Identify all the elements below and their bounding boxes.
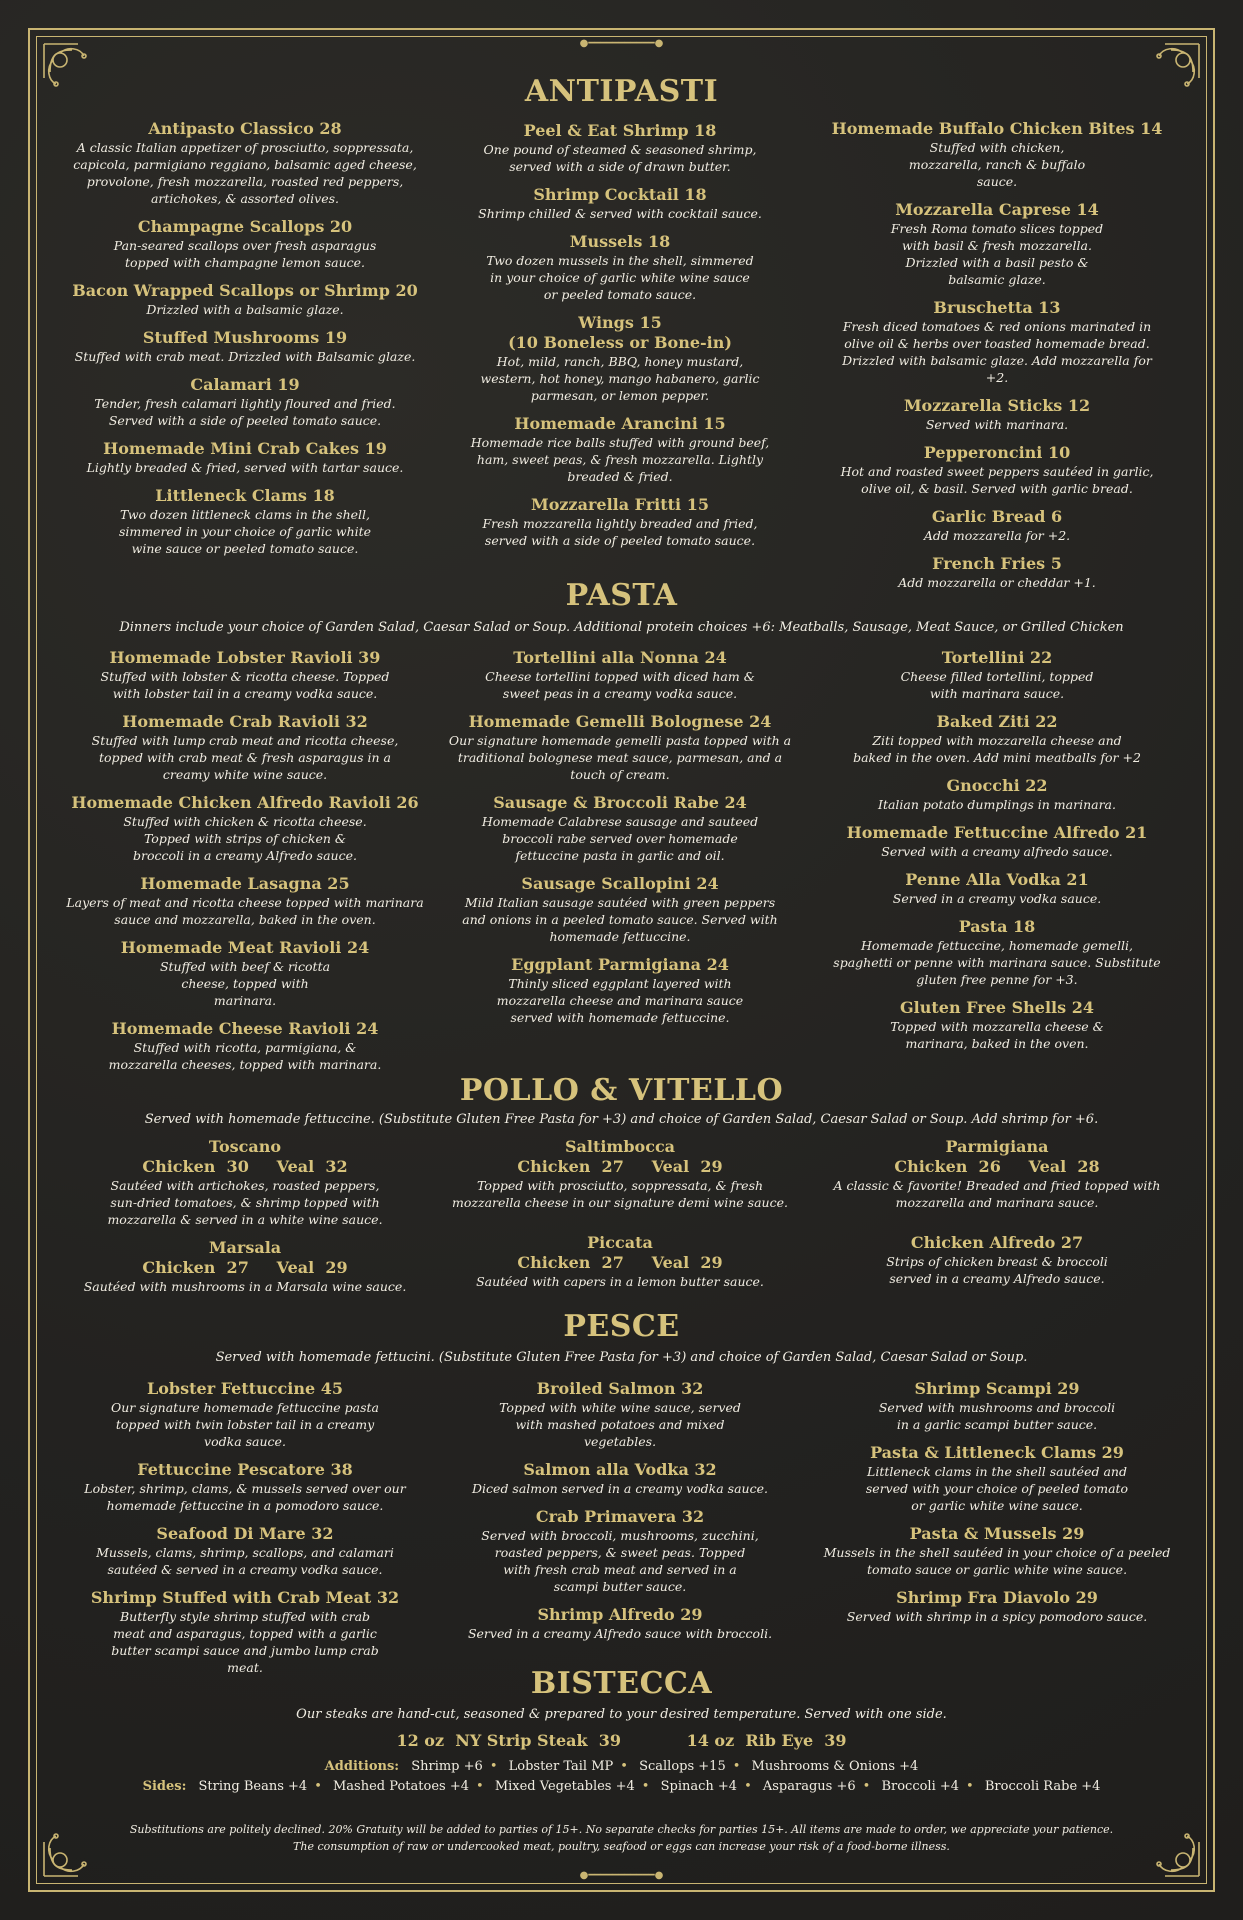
side-item: Broccoli Rabe +4 xyxy=(984,1779,1101,1794)
sides-label: Sides: xyxy=(142,1779,187,1794)
menu-item: Champagne Scallops 20 Pan-seared scallops over fresh asparagus topped with champagne lemon sauce. xyxy=(113,217,377,270)
bullet-icon: • xyxy=(744,1779,752,1794)
bullet-icon: • xyxy=(314,1779,322,1794)
menu-item: Crab Primavera 32 Served with broccoli, mushrooms, zucchini, roasted peppers, & sweet peas. Topped with fresh crab meat and served in a scampi butter sauce. xyxy=(481,1507,759,1594)
menu-item: Homemade Crab Ravioli 32 Stuffed with lump crab meat and ricotta cheese, topped with crab meat & fresh asparagus in a creamy white wine sauce. xyxy=(91,712,399,782)
menu-item: Littleneck Clams 18 Two dozen littleneck clams in the shell, simmered in your choice of garlic white wine sauce or peeled tomato sauce. xyxy=(118,486,372,556)
menu-item: Mozzarella Caprese 14 Fresh Roma tomato slices topped with basil & fresh mozzarella. Drizzled with a basil pesto & balsamic glaze. xyxy=(890,200,1104,287)
menu-item: Saltimbocca Chicken 27 Veal 29 Topped with prosciutto, soppressata, & fresh mozzarella cheese in our signature demi wine sauce. xyxy=(452,1137,788,1210)
menu-item: Marsala Chicken 27 Veal 29 Sautéed with mushrooms in a Marsala wine sauce. xyxy=(83,1238,407,1294)
menu-item: Eggplant Parmigiana 24 Thinly sliced eggplant layered with mozzarella cheese and marinara sauce served with homemade fettuccine. xyxy=(496,955,744,1025)
pasta-column-3 xyxy=(802,648,1192,1062)
pollo-column-3 xyxy=(802,1137,1192,1297)
section-note-pollo: Served with homemade fettuccine. (Substitute Gluten Free Pasta for +3) and choice of Garden Salad, Caesar Salad or Soup. Add shrimp for +6. xyxy=(144,1112,1099,1127)
section-title-pasta: PASTA xyxy=(565,578,678,613)
side-item: Spinach +4 xyxy=(660,1779,738,1794)
menu-item: Calamari 19 Tender, fresh calamari lightly floured and fried. Served with a side of peeled tomato sauce. xyxy=(94,375,396,428)
menu-item: Shrimp Cocktail 18 Shrimp chilled & served with cocktail sauce. xyxy=(478,185,762,221)
menu-item: Bruschetta 13 Fresh diced tomatoes & red onions marinated in olive oil & herbs over toasted homemade bread. Drizzled with balsamic glaze. Add mozzarella for +2. xyxy=(842,298,1152,385)
bullet-icon: • xyxy=(966,1779,974,1794)
bullet-icon: • xyxy=(489,1759,498,1774)
footer-health-warning: The consumption of raw or undercooked meat, poultry, seafood or eggs can increase your risk of a food-borne illness. xyxy=(293,1840,950,1853)
menu-item: Sausage Scallopini 24 Mild Italian sausage sautéed with green peppers and onions in a peeled tomato sauce. Served with homemade fettuccine. xyxy=(462,874,778,944)
section-note-pesce: Served with homemade fettucini. (Substitute Gluten Free Pasta for +3) and choice of Garden Salad, Caesar Salad or Soup. xyxy=(215,1350,1028,1365)
additions-line xyxy=(0,1759,1243,1774)
menu-item: Parmigiana Chicken 26 Veal 28 A classic & favorite! Breaded and fried topped with mozzarella and marinara sauce. xyxy=(833,1137,1161,1210)
menu-item: Baked Ziti 22 Ziti topped with mozzarella cheese and baked in the oven. Add mini meatballs for +2 xyxy=(853,712,1141,765)
side-item: String Beans +4 xyxy=(198,1779,308,1794)
menu-item: Broiled Salmon 32 Topped with white wine sauce, served with mashed potatoes and mixed vegetables. xyxy=(499,1379,741,1449)
additions-label: Additions: xyxy=(324,1759,400,1774)
section-title-bistecca: BISTECCA xyxy=(530,1666,713,1701)
addition-item: Scallops +15 xyxy=(639,1759,726,1774)
menu-item: Homemade Lasagna 25 Layers of meat and ricotta cheese topped with marinara sauce and mozzarella, baked in the oven. xyxy=(66,874,424,927)
menu-item: Sausage & Broccoli Rabe 24 Homemade Calabrese sausage and sauteed broccoli rabe served over homemade fettuccine pasta in garlic and oil. xyxy=(481,793,759,863)
menu-item: Pepperoncini 10 Hot and roasted sweet peppers sautéed in garlic, olive oil, & basil. Served with garlic bread. xyxy=(840,443,1154,496)
pesce-column-3 xyxy=(802,1379,1192,1635)
menu-item: Homemade Buffalo Chicken Bites 14 Stuffed with chicken, mozzarella, ranch & buffalo sauce. xyxy=(831,119,1163,189)
bullet-icon: • xyxy=(641,1779,650,1794)
menu-item: Bacon Wrapped Scallops or Shrimp 20 Drizzled with a balsamic glaze. xyxy=(72,281,418,317)
menu-item: Chicken Alfredo 27 Strips of chicken breast & broccoli served in a creamy Alfredo sauce. xyxy=(886,1233,1108,1286)
bullet-icon: • xyxy=(476,1779,484,1794)
menu-item: Shrimp Fra Diavolo 29 Served with shrimp in a spicy pomodoro sauce. xyxy=(846,1588,1148,1624)
antipasti-column-2 xyxy=(425,121,815,559)
menu-item: French Fries 5 Add mozzarella or cheddar +1. xyxy=(898,554,1096,590)
section-title-pollo: POLLO & VITELLO xyxy=(459,1073,784,1108)
section-title-antipasti: ANTIPASTI xyxy=(524,74,719,109)
menu-item: Lobster Fettuccine 45 Our signature homemade fettuccine pasta topped with twin lobster tail in a creamy vodka sauce. xyxy=(111,1379,379,1449)
addition-item: Lobster Tail MP xyxy=(508,1759,614,1774)
menu-item: Wings 15 (10 Boneless or Bone-in) Hot, mild, ranch, BBQ, honey mustard, western, hot honey, mango habanero, garlic parmesan, or lemon pepper. xyxy=(480,313,760,403)
menu-item: Mozzarella Sticks 12 Served with marinara. xyxy=(903,396,1091,432)
menu-item: Fettuccine Pescatore 38 Lobster, shrimp, clams, & mussels served over our homemade fettuccine in a pomodoro sauce. xyxy=(84,1460,406,1513)
menu-item: Homemade Lobster Ravioli 39 Stuffed with lobster & ricotta cheese. Topped with lobster tail in a creamy vodka sauce. xyxy=(100,648,390,701)
menu-item: Shrimp Stuffed with Crab Meat 32 Butterfly style shrimp stuffed with crab meat and asparagus, topped with a garlic butter scampi sauce and jumbo lump crab meat. xyxy=(90,1588,400,1675)
menu-item: Pasta & Mussels 29 Mussels in the shell sautéed in your choice of a peeled tomato sauce or garlic white wine sauce. xyxy=(823,1524,1171,1577)
bullet-icon: • xyxy=(862,1779,871,1794)
pasta-column-2 xyxy=(425,648,815,1036)
menu-item: Homemade Mini Crab Cakes 19 Lightly breaded & fried, served with tartar sauce. xyxy=(86,439,404,475)
side-item: Asparagus +6 xyxy=(762,1779,856,1794)
antipasti-column-3 xyxy=(802,119,1192,601)
menu-item: Shrimp Scampi 29 Served with mushrooms and broccoli in a garlic scampi butter sauce. xyxy=(878,1379,1116,1432)
menu-item: Homemade Chicken Alfredo Ravioli 26 Stuffed with chicken & ricotta cheese. Topped with strips of chicken & broccoli in a creamy Alfredo sauce. xyxy=(71,793,419,863)
menu-item: Pasta 18 Homemade fettuccine, homemade gemelli, spaghetti or penne with marinara sauce. Substitute gluten free penne for +3. xyxy=(833,917,1161,987)
menu-item: Tortellini 22 Cheese filled tortellini, topped with marinara sauce. xyxy=(900,648,1094,701)
menu-item: Seafood Di Mare 32 Mussels, clams, shrimp, scallops, and calamari sautéed & served in a creamy vodka sauce. xyxy=(96,1524,394,1577)
pollo-column-1 xyxy=(50,1137,440,1305)
steak-list xyxy=(0,1731,1243,1750)
addition-item: Mushrooms & Onions +4 xyxy=(751,1759,919,1774)
pesce-column-2 xyxy=(425,1379,815,1652)
pesce-column-1 xyxy=(50,1379,440,1686)
antipasti-column-1 xyxy=(50,119,440,567)
footer-policy-note: Substitutions are politely declined. 20% Gratuity will be added to parties of 15+. No separate checks for parties 15+. All items are made to order, we appreciate your patience. xyxy=(129,1823,1114,1836)
steak-ny-strip: 12 oz NY Strip Steak 39 xyxy=(396,1731,621,1750)
section-note-pasta: Dinners include your choice of Garden Salad, Caesar Salad or Soup. Additional protein choices +6: Meatballs, Sausage, Meat Sauce, or Grilled Chicken xyxy=(119,620,1124,635)
addition-item: Shrimp +6 xyxy=(411,1759,483,1774)
menu-item: Homemade Fettuccine Alfredo 21 Served with a creamy alfredo sauce. xyxy=(846,823,1148,859)
pollo-column-2 xyxy=(425,1137,815,1300)
menu-item: Garlic Bread 6 Add mozzarella for +2. xyxy=(923,507,1071,543)
top-ornament-icon: ●━━━━━━━━━━━● xyxy=(579,38,664,49)
menu-item: Penne Alla Vodka 21 Served in a creamy vodka sauce. xyxy=(892,870,1102,906)
menu-item: Mussels 18 Two dozen mussels in the shell, simmered in your choice of garlic white wine sauce or peeled tomato sauce. xyxy=(486,232,754,302)
side-item: Broccoli +4 xyxy=(881,1779,960,1794)
side-item: Mashed Potatoes +4 xyxy=(333,1779,469,1794)
bottom-ornament-icon: ●━━━━━━━━━━━● xyxy=(579,1870,664,1881)
menu-item: Antipasto Classico 28 A classic Italian appetizer of prosciutto, soppressata, capicola, parmigiano reggiano, balsamic aged cheese, provolone, fresh mozzarella, roasted red peppers, artichokes, & assorted olives. xyxy=(73,119,417,206)
menu-item: Piccata Chicken 27 Veal 29 Sautéed with capers in a lemon butter sauce. xyxy=(476,1233,764,1289)
steak-rib-eye: 14 oz Rib Eye 39 xyxy=(686,1731,847,1750)
menu-item: Tortellini alla Nonna 24 Cheese tortellini topped with diced ham & sweet peas in a creamy vodka sauce. xyxy=(485,648,755,701)
section-note-bistecca: Our steaks are hand-cut, seasoned & prepared to your desired temperature. Served with one side. xyxy=(296,1707,947,1722)
side-item: Mixed Vegetables +4 xyxy=(494,1779,635,1794)
menu-item: Stuffed Mushrooms 19 Stuffed with crab meat. Drizzled with Balsamic glaze. xyxy=(74,328,416,364)
menu-item: Toscano Chicken 30 Veal 32 Sautéed with artichokes, roasted peppers, sun-dried tomatoes, & shrimp topped with mozzarella & served in a white wine sauce. xyxy=(107,1137,383,1227)
menu-item: Pasta & Littleneck Clams 29 Littleneck clams in the shell sautéed and served with your choice of peeled tomato or garlic white wine sauce. xyxy=(865,1443,1129,1513)
bullet-icon: • xyxy=(620,1759,628,1774)
menu-item: Homemade Gemelli Bolognese 24 Our signature homemade gemelli pasta topped with a traditional bolognese meat sauce, parmesan, and a touch of cream. xyxy=(448,712,792,782)
menu-item: Homemade Arancini 15 Homemade rice balls stuffed with ground beef, ham, sweet peas, & fresh mozzarella. Lightly breaded & fried. xyxy=(470,414,770,484)
menu-item: Peel & Eat Shrimp 18 One pound of steamed & seasoned shrimp, served with a side of drawn butter. xyxy=(483,121,757,174)
menu-item: Gnocchi 22 Italian potato dumplings in marinara. xyxy=(878,776,1116,812)
sides-line xyxy=(0,1779,1243,1794)
menu-item: Homemade Meat Ravioli 24 Stuffed with beef & ricotta cheese, topped with marinara. xyxy=(120,938,370,1008)
bullet-icon: • xyxy=(732,1759,741,1774)
menu-item: Homemade Cheese Ravioli 24 Stuffed with ricotta, parmigiana, & mozzarella cheeses, topped with marinara. xyxy=(108,1019,382,1072)
menu-item: Gluten Free Shells 24 Topped with mozzarella cheese & marinara, baked in the oven. xyxy=(890,998,1104,1051)
section-title-pesce: PESCE xyxy=(563,1309,680,1344)
menu-item: Shrimp Alfredo 29 Served in a creamy Alfredo sauce with broccoli. xyxy=(467,1605,773,1641)
menu-item: Salmon alla Vodka 32 Diced salmon served in a creamy vodka sauce. xyxy=(472,1460,768,1496)
pasta-column-1 xyxy=(50,648,440,1083)
menu-item: Mozzarella Fritti 15 Fresh mozzarella lightly breaded and fried, served with a side of peeled tomato sauce. xyxy=(482,495,758,548)
